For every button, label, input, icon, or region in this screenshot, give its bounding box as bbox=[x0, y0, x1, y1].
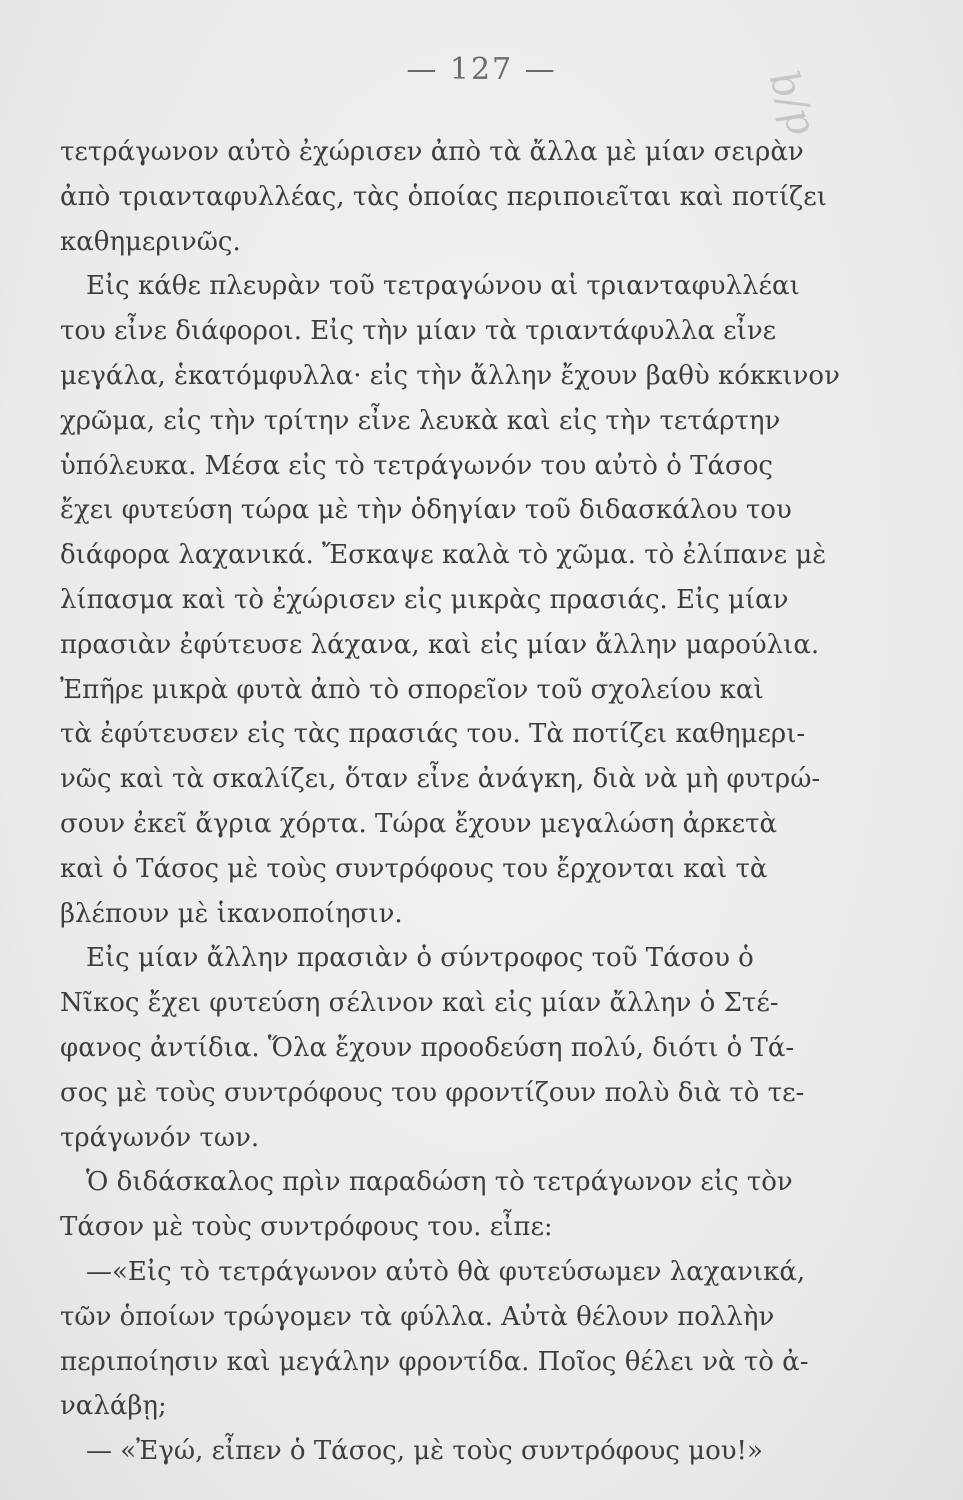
text-line: βλέπουν μὲ ἱκανοποίησιν. bbox=[60, 898, 403, 929]
text-line: Ἐπῆρε μικρὰ φυτὰ ἀπὸ τὸ σπορεῖον τοῦ σχολείου καὶ bbox=[60, 674, 764, 705]
text-line: νῶς καὶ τὰ σκαλίζει, ὅταν εἶνε ἀνάγκη, διὰ νὰ μὴ φυτρώ- bbox=[60, 764, 821, 795]
text-line: τετράγωνον αὐτὸ ἐχώρισεν ἀπὸ τὰ ἄλλα μὲ μίαν σειρὰν bbox=[60, 137, 804, 167]
text-line: Εἰς κάθε πλευρὰν τοῦ τετραγώνου αἱ τριανταφυλλέαι bbox=[86, 271, 800, 302]
text-line: — «Ἐγώ, εἶπεν ὁ Τάσος, μὲ τοὺς συντρόφους μου!» bbox=[86, 1436, 763, 1467]
body-text bbox=[60, 130, 840, 1474]
text-line: —«Εἰς τὸ τετράγωνον αὐτὸ θὰ φυτεύσωμεν λαχανικά, bbox=[86, 1256, 806, 1287]
text-line: Ὁ διδάσκαλος πρὶν παραδώση τὸ τετράγωνον εἰς τὸν bbox=[86, 1167, 793, 1198]
text-line: καθημερινῶς. bbox=[60, 226, 241, 257]
text-line: πρασιὰν ἐφύτευσε λάχανα, καὶ εἰς μίαν ἄλλην μαρούλια. bbox=[60, 629, 820, 660]
text-line: λίπασμα καὶ τὸ ἐχώρισεν εἰς μικρὰς πρασιάς. Εἰς μίαν bbox=[60, 584, 789, 615]
text-line: καὶ ὁ Τάσος μὲ τοὺς συντρόφους του ἔρχονται καὶ τὰ bbox=[60, 853, 768, 884]
text-line: τὰ ἐφύτευσεν εἰς τὰς πρασιάς του. Τὰ ποτίζει καθημερι- bbox=[60, 719, 806, 750]
text-line: μεγάλα, ἑκατόμφυλλα· εἰς τὴν ἄλλην ἔχουν βαθὺ κόκκινον bbox=[60, 360, 840, 391]
text-line: τῶν ὁποίων τρώγομεν τὰ φύλλα. Αὐτὰ θέλουν πολλὴν bbox=[60, 1301, 775, 1332]
text-line: του εἶνε διάφοροι. Εἰς τὴν μίαν τὰ τριαντάφυλλα εἶνε bbox=[60, 316, 777, 347]
text-line: περιποίησιν καὶ μεγάλην φροντίδα. Ποῖος θέλει νὰ τὸ ἀ- bbox=[60, 1346, 809, 1377]
text-line: σουν ἐκεῖ ἄγρια χόρτα. Τώρα ἔχουν μεγαλώση ἀρκετὰ bbox=[60, 808, 778, 839]
text-line: Νῖκος ἔχει φυτεύση σέλινον καὶ εἰς μίαν ἄλλην ὁ Στέ- bbox=[60, 988, 779, 1019]
text-line: Εἰς μίαν ἄλλην πρασιὰν ὁ σύντροφος τοῦ Τάσου ὁ bbox=[86, 943, 754, 974]
text-line: ὑπόλευκα. Μέσα εἰς τὸ τετράγωνόν του αὐτὸ ὁ Τάσος bbox=[60, 450, 773, 481]
text-line: σος μὲ τοὺς συντρόφους του φροντίζουν πολὺ διὰ τὸ τε- bbox=[60, 1077, 805, 1108]
text-line: ἀπὸ τριανταφυλλέας, τὰς ὁποίας περιποιεῖται καὶ ποτίζει bbox=[60, 181, 827, 212]
text-line: χρῶμα, εἰς τὴν τρίτην εἶνε λευκὰ καὶ εἰς τὴν τετάρτην bbox=[60, 405, 781, 436]
text-line: Τάσον μὲ τοὺς συντρόφους του. εἶπε: bbox=[60, 1212, 553, 1243]
text-line: ναλάβῃ; bbox=[60, 1391, 167, 1422]
text-line: ἔχει φυτεύση τώρα μὲ τὴν ὁδηγίαν τοῦ διδασκάλου του bbox=[60, 495, 792, 526]
pencil-annotation: b/p bbox=[759, 64, 826, 142]
text-line: διάφορα λαχανικά. Ἔσκαψε καλὰ τὸ χῶμα. τὸ ἐλίπανε μὲ bbox=[60, 540, 827, 571]
page-number: — 127 — bbox=[406, 52, 557, 87]
text-line: φανος ἀντίδια. Ὅλα ἔχουν προοδεύση πολύ, διότι ὁ Τά- bbox=[60, 1032, 795, 1063]
text-line: τράγωνόν των. bbox=[60, 1122, 260, 1153]
